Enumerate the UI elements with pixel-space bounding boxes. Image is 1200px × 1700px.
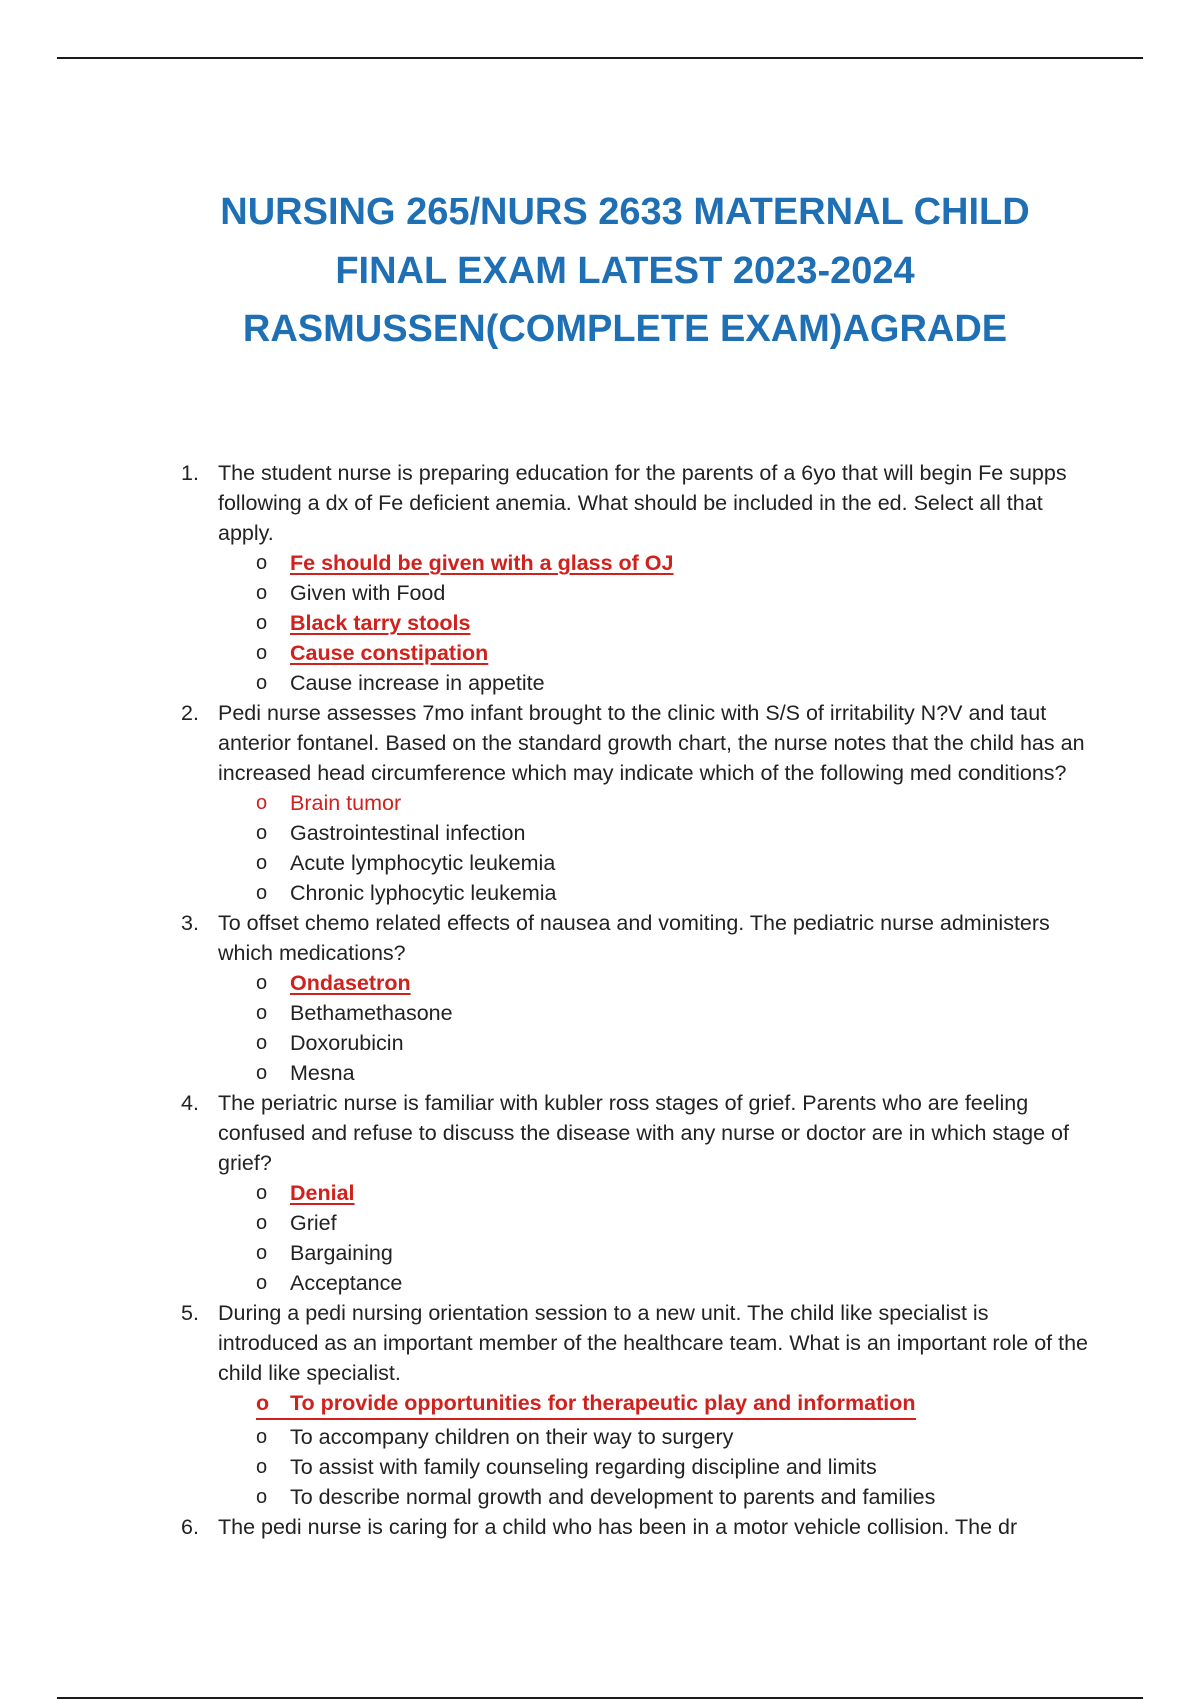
question-text: The pedi nurse is caring for a child who has been in a motor vehicle collision. The dr: [218, 1515, 1018, 1539]
option: [0, 998, 1200, 1028]
bullet-circle-icon: o: [256, 1032, 268, 1054]
question-list: [0, 458, 1200, 1542]
option-text: To accompany children on their way to surgery: [290, 1425, 734, 1449]
title-line-1: NURSING 265/NURS 2633 MATERNAL CHILD: [220, 191, 1030, 233]
option-text: Grief: [290, 1211, 337, 1235]
question-number: 5.: [181, 1301, 199, 1325]
option: [0, 1028, 1200, 1058]
option-text: Bethamethasone: [290, 1001, 453, 1025]
option-text: Bargaining: [290, 1241, 393, 1265]
question-3: [0, 908, 1090, 968]
option-text: Doxorubicin: [290, 1031, 404, 1055]
option: [0, 1208, 1200, 1238]
bullet-circle-icon: o: [256, 582, 268, 604]
option-text: Gastrointestinal infection: [290, 821, 526, 845]
bullet-circle-icon: o: [256, 972, 268, 994]
option-text: Ondasetron: [290, 971, 411, 995]
question-number: 4.: [181, 1091, 199, 1115]
option-text: Cause constipation: [290, 641, 489, 665]
question-5: [0, 1298, 1090, 1388]
option: [0, 848, 1200, 878]
option-text: Acceptance: [290, 1271, 403, 1295]
title-line-2: FINAL EXAM LATEST 2023-2024: [335, 249, 915, 292]
option: [0, 1268, 1200, 1298]
bullet-circle-icon: o: [256, 1426, 268, 1448]
option-correct: [0, 788, 1200, 818]
option-text: Given with Food: [290, 581, 446, 605]
option: [0, 1452, 1200, 1482]
bullet-circle-icon: o: [256, 612, 268, 634]
option-text: To assist with family counseling regarding discipline and limits: [290, 1455, 877, 1479]
bullet-circle-icon: o: [256, 1486, 268, 1508]
bullet-circle-icon: o: [256, 882, 268, 904]
bullet-circle-icon: o: [256, 1391, 270, 1415]
bullet-circle-icon: o: [256, 1002, 268, 1024]
bullet-circle-icon: o: [256, 1182, 268, 1204]
bullet-circle-icon: o: [256, 792, 268, 814]
document-title: [150, 183, 1100, 359]
option: [0, 1482, 1200, 1512]
option-correct: [0, 548, 1200, 578]
question-text: To offset chemo related effects of nausea and vomiting. The pediatric nurse administers which medications?: [218, 911, 1050, 965]
bullet-circle-icon: o: [256, 672, 268, 694]
option-text: Fe should be given with a glass of OJ: [290, 551, 674, 575]
bullet-circle-icon: o: [256, 1272, 268, 1294]
question-2: [0, 698, 1090, 788]
question-number: 3.: [181, 911, 199, 935]
question-number: 6.: [181, 1515, 199, 1539]
question-text: The periatric nurse is familiar with kubler ross stages of grief. Parents who are feeling confused and refuse to discuss the disease with any nurse or doctor are in which stage of grief?: [218, 1091, 1069, 1175]
title-line-3: RASMUSSEN(COMPLETE EXAM)AGRADE: [242, 308, 1008, 350]
bullet-circle-icon: o: [256, 822, 268, 844]
option-text: To provide opportunities for therapeutic play and information: [290, 1391, 916, 1415]
option-text: Denial: [290, 1181, 355, 1205]
question-1: [0, 458, 1090, 548]
bullet-circle-icon: o: [256, 852, 268, 874]
bullet-circle-icon: o: [256, 642, 268, 664]
option-text: Mesna: [290, 1061, 355, 1085]
question-text: The student nurse is preparing education for the parents of a 6yo that will begin Fe supps following a dx of Fe deficient anemia. What should be included in the ed. Select all that apply.: [218, 461, 1067, 545]
option: [0, 578, 1200, 608]
bullet-circle-icon: o: [256, 1456, 268, 1478]
question-number: 2.: [181, 701, 199, 725]
option: [0, 1058, 1200, 1088]
option-text: Cause increase in appetite: [290, 671, 545, 695]
question-6: [0, 1512, 1090, 1542]
bullet-circle-icon: o: [256, 1062, 268, 1084]
bullet-circle-icon: o: [256, 1242, 268, 1264]
header-rule: [57, 57, 1143, 59]
option: [0, 1422, 1200, 1452]
option-text: Acute lymphocytic leukemia: [290, 851, 556, 875]
option-text: Black tarry stools: [290, 611, 471, 635]
bullet-circle-icon: o: [256, 1212, 268, 1234]
bullet-circle-icon: o: [256, 552, 268, 574]
question-4: [0, 1088, 1090, 1178]
question-text: Pedi nurse assesses 7mo infant brought to the clinic with S/S of irritability N?V and taut anterior fontanel. Based on the standard growth chart, the nurse notes that the child has an increased head circumference which may indicate which of the following med conditions?: [218, 701, 1085, 785]
option-text: To describe normal growth and development to parents and families: [290, 1485, 936, 1509]
option-correct: [0, 638, 1200, 668]
option-correct: [0, 1178, 1200, 1208]
option-text: Brain tumor: [290, 791, 402, 815]
option-text: Chronic lyphocytic leukemia: [290, 881, 557, 905]
option: [0, 818, 1200, 848]
option-correct: [0, 608, 1200, 638]
option-correct: [256, 1390, 916, 1420]
question-text: During a pedi nursing orientation session to a new unit. The child like specialist is introduced as an important member of the healthcare team. What is an important role of the child like specialist.: [218, 1301, 1089, 1385]
option: [0, 668, 1200, 698]
option-correct: [0, 968, 1200, 998]
footer-rule: [57, 1697, 1143, 1699]
question-number: 1.: [181, 461, 199, 485]
option: [0, 878, 1200, 908]
option: [0, 1238, 1200, 1268]
